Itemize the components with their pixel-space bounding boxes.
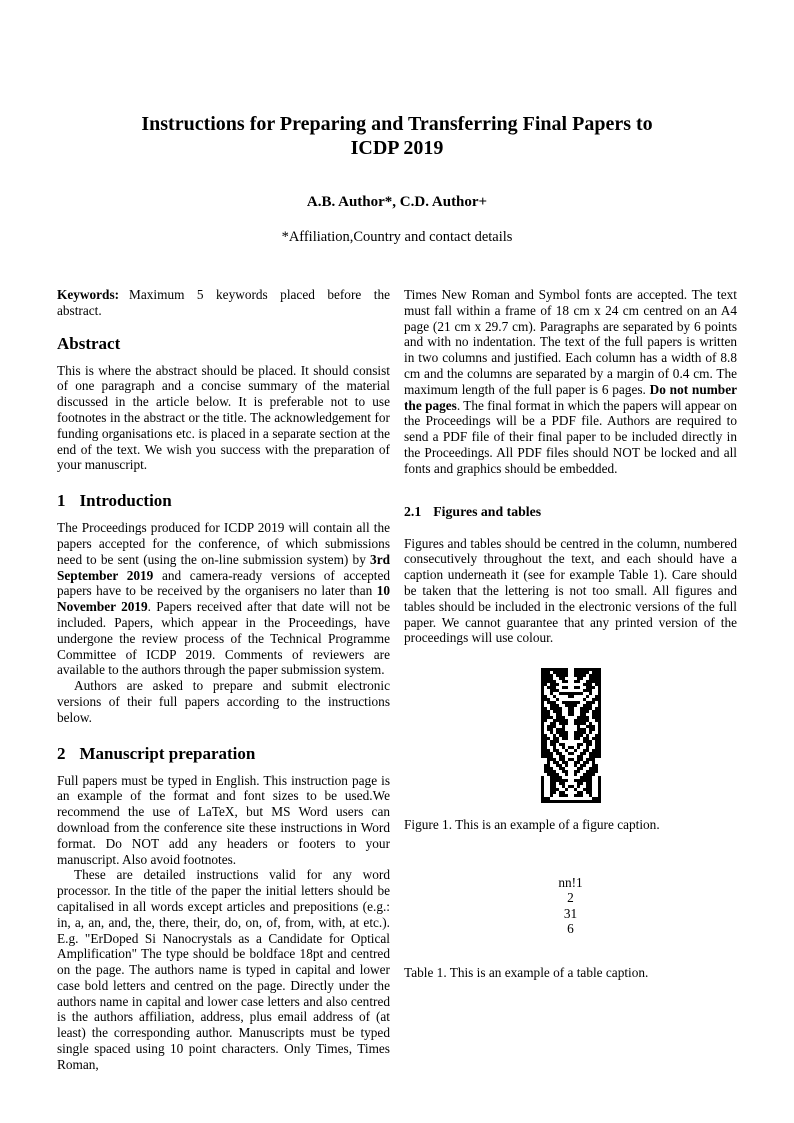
table-1: [404, 875, 737, 937]
section-2-1-heading: [404, 503, 737, 520]
figure-1: [404, 668, 737, 803]
affiliation-line: *Affiliation,Country and contact details: [281, 229, 513, 245]
manuscript-paragraph-continued: Times New Roman and Symbol fonts are accepted. The text must fall within a frame of 18 cm x 24 cm centred on an A4 page (21 cm x 29.7 cm). Paragraphs are separated by 6 points and with no indentation. The text of the full papers is written in two columns and justified. Each column has a width of 8.8 cm and the columns are separated by a margin of 0.4 cm. The maximum length of the full paper is 6 pages. Do not number the pages. The final format in which the papers will appear on the Proceedings will be a PDF file. Authors are required to send a PDF file of their final paper to be included directly in the Proceedings. All PDF files should NOT be locked and all fonts and graphics should be embedded.: [404, 287, 737, 476]
table-1-caption: Table 1. This is an example of a table caption.: [404, 964, 649, 980]
abstract-heading: Abstract: [57, 333, 121, 353]
figure-1-caption: Figure 1. This is an example of a figure caption.: [404, 817, 660, 833]
section-2-1-title: Figures and tables: [433, 503, 542, 519]
table-1-row: 31: [563, 905, 578, 921]
two-column-body: [0, 287, 794, 1073]
manuscript-paragraph-1: Full papers must be typed in English. This instruction page is an example of the format and font sizes to be used.We recommend the use of LaTeX, but MS Word users can download from the conference site these instructions in Word format. Do NOT add any headers or footers to your manuscript. Also avoid footnotes.: [57, 772, 390, 867]
paper-header: [0, 0, 794, 246]
figure-1-bitmap-image: [541, 668, 601, 803]
section-2-number: 2: [57, 743, 66, 763]
section-1-title: Introduction: [79, 491, 172, 511]
introduction-paragraph-2: Authors are asked to prepare and submit electronic versions of their full papers according to the instructions below.: [57, 678, 390, 725]
figures-tables-paragraph: Figures and tables should be centred in the column, numbered consecutively throughout the text, and each should have a caption underneath it (see for example Table 1). Care should be taken that the lettering is not too small. All figures and tables should be included in the electronic versions of the full paper. We cannot guarantee that any printed version of the proceedings will use colour.: [404, 535, 737, 646]
authors-line: A.B. Author*, C.D. Author+: [306, 194, 488, 210]
keywords-line: [57, 287, 390, 319]
table-1-row: 6: [567, 921, 574, 937]
abstract-paragraph: This is where the abstract should be placed. It should consist of one paragraph and a concise summary of the material discussed in the article below. It is preferable not to use footnotes in the abstract or the title. The acknowledgement for funding organisations etc. is placed in a separate section at the end of the text. We wish you success with the preparation of your manuscript.: [57, 362, 390, 473]
left-column: [57, 287, 390, 1073]
section-1-number: 1: [57, 491, 66, 511]
section-2-title: Manuscript preparation: [79, 743, 256, 763]
section-1-heading: [57, 491, 390, 511]
section-2-1-number: 2.1: [404, 503, 422, 519]
right-column: [404, 287, 737, 1073]
table-1-row: 2: [567, 890, 574, 906]
section-2-heading: [57, 744, 390, 764]
keywords-text: Maximum 5 keywords placed before the abstract.: [57, 287, 390, 318]
paper-title-line-1: Instructions for Preparing and Transferring Final Papers to: [141, 113, 653, 135]
table-1-row: nn!1: [558, 874, 583, 890]
keywords-label: Keywords:: [57, 287, 120, 302]
manuscript-paragraph-2: These are detailed instructions valid for any word processor. In the title of the paper the initial letters should be capitalised in all words except articles and prepositions (e.g.: in, a, an, and, the, there, their, do, on, of, from, with, at etc.). E.g. "ErDoped Si Nanocrystals as a Candidate for Optical Amplification" The type should be boldface 18pt and centred on the page. The authors name is typed in capital and lower case bold letters and centred on the page. Directly under the authors name in capital and lower case letters and also centred is the authors affiliation, address, plus email address of (at least) the corresponding author. Manuscripts must be typed single spaced using 10 point characters. Only Times, Times Roman,: [57, 867, 390, 1072]
introduction-paragraph-1: The Proceedings produced for ICDP 2019 will contain all the papers accepted for the conference, of which submissions need to be sent (using the on-line submission system) by 3rd September 2019 and camera-ready versions of accepted papers have to be received by the organisers no later than 10 November 2019. Papers received after that date will not be included. Papers, which appear in the Proceedings, have undergone the review process of the Technical Programme Committee of ICDP 2019. Comments of reviewers are available to the authors through the paper submission system.: [57, 520, 390, 678]
paper-title-line-2: ICDP 2019: [350, 137, 444, 159]
